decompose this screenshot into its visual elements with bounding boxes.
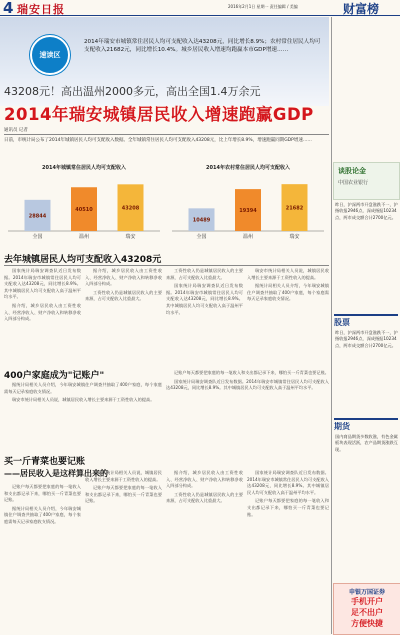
paragraph: 瑞安市统计局相关人员说，城镇居民收入增长主要来源于工资性收入的提高。 [85,470,162,482]
divider [4,265,329,266]
paragraph: 据介绍，城乡居民收入由工资性收入、经营净收入、财产净收入和转移净收入四部分构成。 [166,470,243,489]
futures-heading: 期货 [334,418,398,432]
rural-income-chart [168,164,328,242]
text-column-5 [4,382,162,452]
byline: 通讯员 记者 [4,128,28,133]
ad-line: 方便快捷 [351,619,383,628]
divider [4,134,329,135]
paragraph: 国家统计局瑞安调查队近日发布数据。2014年瑞安市城镇常住居民人均可支配收入达43208元，同比增长8.9%。其中城镇居民人均可支配收入高于温州平均水平。 [247,470,329,495]
text-column-7 [4,484,81,632]
urban-income-chart [4,164,164,242]
rural-income-svg [168,171,328,241]
stock-heading: 股票 [334,314,398,328]
headline: 2014年瑞安城镇居民收入增速跑赢GDP [4,105,314,124]
paragraph: 国家统计局瑞安调查队近日发布数据。2014年瑞安市城镇常住居民人均可支配收入达43208元，同比增长8.9%。其中城镇居民人均可支配收入高于温州平均水平。 [4,268,81,300]
paragraph: 记账户每天都要把家庭的每一笔收入和支出都记录下来，哪怕买一斤青菜也要记账。 [247,498,329,517]
page-number: 4 [3,0,14,17]
paragraph: 记账户每天都要把家庭的每一笔收入和支出都记录下来，哪怕买一斤青菜也要记账。 [85,485,162,504]
category-label: 全国 [196,234,207,240]
header-meta: 2016年2月1日 星期一 责任编辑 / 美编 [228,4,298,9]
data-label: 10489 [192,217,211,224]
paragraph: 据介绍，城乡居民收入由工资性收入、经营净收入、财产净收入和转移净收入四部分构成。 [4,302,81,322]
broker-name: 申银万国证券 [348,589,385,596]
text-column-8 [85,470,162,632]
quick-read-badge: 速读区 [30,35,70,75]
paragraph: 国家统计局瑞安调查队近日发布数据。2014年瑞安市城镇常住居民人均可支配收入达43208元，同比增长8.9%。其中城镇居民人均可支配收入高于温州平均水平。 [166,378,329,391]
masthead: 瑞安日报 [17,3,65,16]
paragraph: 瑞安市统计局相关人员说，城镇居民收入增长主要来源于工资性收入的提高。 [12,397,155,403]
paragraph: 记账户每天都要把家庭的每一笔收入和支出都记录下来，哪怕买一斤青菜也要记账。 [4,484,81,503]
paragraph: 国家统计局瑞安调查队近日发布数据。2014年瑞安市城镇常住居民人均可支配收入达43208元，同比增长8.9%。其中城镇居民人均可支配收入高于温州平均水平。 [166,283,243,315]
lead-paragraph: 日前，市统计局公布了2014年城镇居民人均可支配收入数据。全年城镇常住居民人均可支配收入43208元，比上年增长8.9%，增速跑赢同期GDP增速…… [4,138,312,143]
ad-line: 足不出户 [351,608,383,617]
paragraph: 工资性收入仍是城镇居民收入的主要来源，占可支配收入比重最大。 [166,491,243,504]
category-label: 温州 [78,234,90,240]
text-column-1 [4,268,81,364]
text-column-2 [85,268,162,364]
data-label: 43208 [121,205,140,212]
paragraph: 瑞安市统计局相关人员说，城镇居民收入增长主要来源于工资性收入的提高。 [247,268,329,280]
kicker: 43208元！高出温州2000多元，高出全国1.4万余元 [4,85,261,98]
section-title: 财富榜 [343,2,380,16]
data-label: 21682 [285,205,304,212]
ad-title: 谈股论金 [338,167,366,175]
chart-title: 2014年农村常住居民人均可支配收入 [206,165,290,171]
paragraph: 据统计局相关人员介绍，今年瑞安城镇住户调查共抽取了400户家庭，每个家庭需每天记录家庭收支情况。 [4,505,81,524]
stock-text: 昨日，沪深两市开盘涨跌不一，沪指收报2946点，深成指报10234点，两市成交额合计2700亿元。 [335,330,398,348]
category-label: 温州 [242,234,254,240]
paragraph: 据统计局相关人员介绍，今年瑞安城镇住户调查共抽取了400户家庭，每个家庭需每天记录家庭收支情况。 [247,283,329,302]
market-summary: 昨日，沪深两市开盘涨跌不一，沪指收报2946点，深成指报10234点，两市成交额合计2700亿元。 [335,202,398,220]
category-label: 全国 [32,234,43,240]
paragraph: 工资性收入仍是城镇居民收入的主要来源，占可支配收入比重最大。 [85,289,162,302]
text-column-10 [247,470,329,632]
category-label: 瑞安 [289,234,300,240]
data-label: 40510 [75,207,93,214]
paragraph: 据统计局相关人员介绍，今年瑞安城镇住户调查共抽取了400户家庭，每个家庭需每天记录家庭收支情况。 [4,382,162,394]
text-column-3 [166,268,243,364]
ad-subtitle: 中国农业银行 [338,180,369,186]
urban-income-svg [4,171,164,241]
futures-text: 国内商品期货多数收涨，有色金属板块表现活跃，农产品期货涨跌互现。 [335,434,398,452]
text-column-9 [166,470,243,632]
data-label: 19394 [239,208,257,215]
broker-ad [333,583,400,635]
summary-text: 2014年瑞安市城镇常住居民人均可支配收入达43208元，同比增长8.9%；农村常住居民人均可支配收入21682元，同比增长10.4%。城乡居民收入增速均跑赢本市GDP增速…… [84,39,321,53]
subheading-2: 400户家庭成为"记账户" [4,371,105,381]
subheading-4: ——居民收入是这样算出来的 [4,469,108,478]
paragraph: 记账户每天都要把家庭的每一笔收入和支出都记录下来，哪怕买一斤青菜也要记账。 [174,370,329,375]
ad-line: 手机开户 [351,597,383,606]
paragraph: 工资性收入仍是城镇居民收入的主要来源，占可支配收入比重最大。 [166,268,243,280]
subheading-3: 买一斤青菜也要记账 [4,457,86,467]
chart-title: 2014年城镇常住居民人均可支配收入 [42,165,126,171]
subheading-1: 去年城镇居民人均可支配收入43208元 [4,255,162,265]
category-label: 瑞安 [125,234,136,240]
data-label: 28844 [28,213,47,220]
sidebar-divider [331,17,332,634]
text-column-4 [247,268,329,364]
paragraph: 据介绍，城乡居民收入由工资性收入、经营净收入、财产净收入和转移净收入四部分构成。 [85,268,162,287]
text-column-6 [166,370,329,452]
